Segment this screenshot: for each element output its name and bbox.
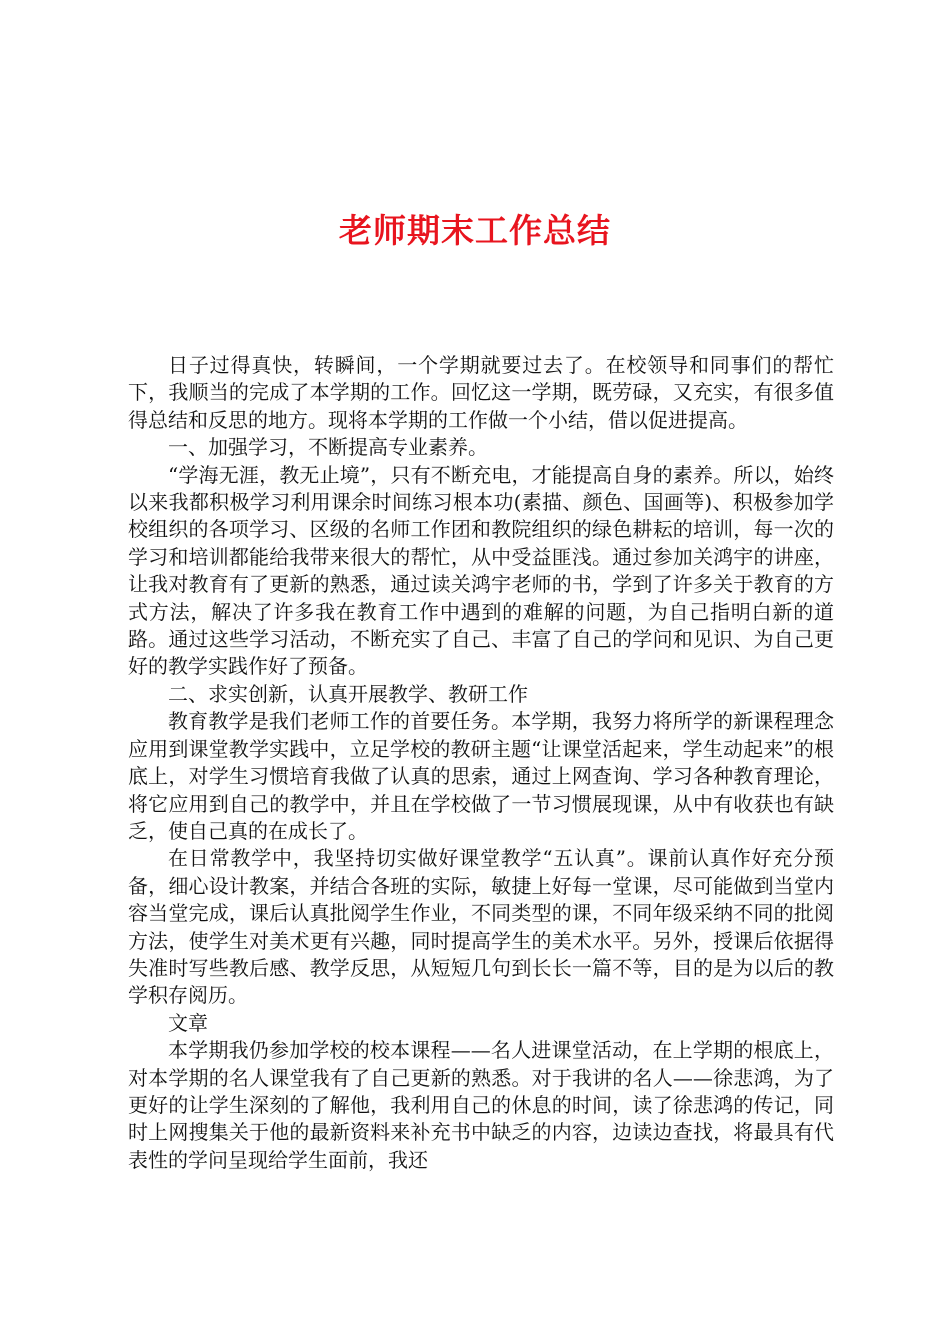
paragraph-label-article: 文章 — [168, 1010, 208, 1035]
section-heading-1: 一、加强学习，不断提高专业素养。 — [168, 435, 488, 460]
paragraph-study: “学海无涯，教无止境”，只有不断充电，才能提高自身的素养。所以，始终以来我都积极学习利用课余时间练习根本功(素描、颜色、国画等)、积极参加学校组织的各项学习、区级的名师工作团和教院组织的绿色耕耘的培训，每一次的学习和培训都能给我带来很大的帮忙，从中受益匪浅。通过参加关鸿宇的讲座，让我对教育有了更新的熟悉，通过读关鸿宇老师的书，学到了许多关于教育的方式方法，解决了许多我在教育工作中遇到的难解的问题，为自己指明白新的道路。通过这些学习活动，不断充实了自己、丰富了自己的学问和见识、为自己更好的教学实践作好了预备。 — [128, 462, 834, 679]
paragraph-teaching: 教育教学是我们老师工作的首要任务。本学期，我努力将所学的新课程理念应用到课堂教学实践中，立足学校的教研主题“让课堂活起来，学生动起来”的根底上，对学生习惯培育我做了认真的思索，通过上网查询、学习各种教育理论，将它应用到自己的教学中，并且在学校做了一节习惯展现课，从中有收获也有缺乏，使自己真的在成长了。 — [128, 709, 834, 843]
document-title: 老师期末工作总结 — [339, 211, 611, 250]
paragraph-daily-teaching: 在日常教学中，我坚持切实做好课堂教学“五认真”。课前认真作好充分预备，细心设计教案，并结合各班的实际，敏捷上好每一堂课，尽可能做到当堂内容当堂完成，课后认真批阅学生作业，不同类型的课，不同年级采纳不同的批阅方法，使学生对美术更有兴趣，同时提高学生的美术水平。另外，授课后依据得失准时写些教后感、教学反思，从短短几句到长长一篇不等，目的是为以后的教学积存阅历。 — [128, 846, 834, 1008]
document-body — [128, 352, 834, 1174]
section-heading-2: 二、求实创新，认真开展教学、教研工作 — [168, 681, 528, 706]
paragraph-intro: 日子过得真快，转瞬间，一个学期就要过去了。在校领导和同事们的帮忙下，我顺当的完成了本学期的工作。回忆这一学期，既劳碌，又充实，有很多值得总结和反思的地方。现将本学期的工作做一个小结，借以促进提高。 — [128, 353, 834, 432]
paragraph-famous-people: 本学期我仍参加学校的校本课程——名人进课堂活动，在上学期的根底上，对本学期的名人课堂我有了自己更新的熟悉。对于我讲的名人——徐悲鸿，为了更好的让学生深刻的了解他，我利用自己的休息的时间，读了徐悲鸿的传记，同时上网搜集关于他的最新资料来补充书中缺乏的内容，边读边查找，将最具有代表性的学问呈现给学生面前，我还 — [128, 1038, 834, 1172]
